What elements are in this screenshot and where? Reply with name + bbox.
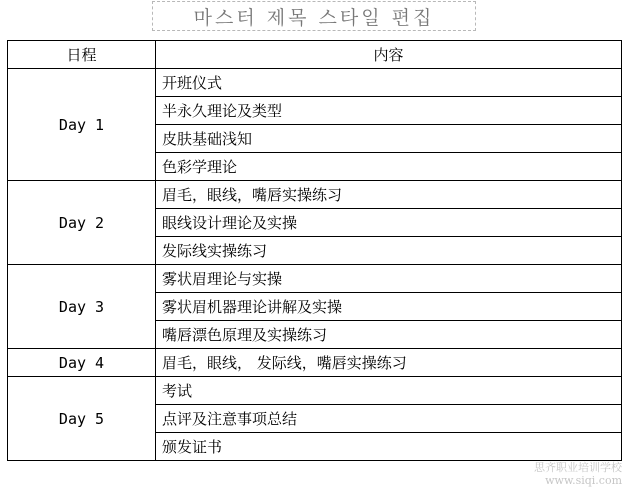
watermark-name: 思齐职业培训学校 — [534, 461, 622, 474]
header-content: 内容 — [156, 41, 622, 69]
day-cell: Day 1 — [8, 69, 156, 181]
content-cell: 发际线实操练习 — [156, 237, 622, 265]
content-cell: 皮肤基础浅知 — [156, 125, 622, 153]
table-row — [8, 265, 622, 293]
table-row — [8, 349, 622, 377]
day-cell: Day 2 — [8, 181, 156, 265]
content-cell: 嘴唇漂色原理及实操练习 — [156, 321, 622, 349]
table-row — [8, 181, 622, 209]
table-row — [8, 377, 622, 405]
content-cell: 雾状眉机器理论讲解及实操 — [156, 293, 622, 321]
content-cell: 颁发证书 — [156, 433, 622, 461]
table-row — [8, 69, 622, 97]
content-cell: 雾状眉理论与实操 — [156, 265, 622, 293]
content-cell: 眉毛，眼线， 发际线，嘴唇实操练习 — [156, 349, 622, 377]
content-cell: 开班仪式 — [156, 69, 622, 97]
schedule-table — [7, 40, 622, 461]
content-cell: 眼线设计理论及实操 — [156, 209, 622, 237]
watermark-url: www.siqi.com — [545, 474, 622, 487]
day-cell: Day 4 — [8, 349, 156, 377]
header-row — [8, 41, 622, 69]
watermark — [534, 461, 622, 487]
content-cell: 点评及注意事项总结 — [156, 405, 622, 433]
header-schedule: 日程 — [8, 41, 156, 69]
slide-title-placeholder[interactable] — [152, 1, 476, 31]
day-cell: Day 3 — [8, 265, 156, 349]
day-cell: Day 5 — [8, 377, 156, 461]
content-cell: 半永久理论及类型 — [156, 97, 622, 125]
content-cell: 色彩学理论 — [156, 153, 622, 181]
content-cell: 眉毛，眼线，嘴唇实操练习 — [156, 181, 622, 209]
slide-title: 마스터 제목 스타일 편집 — [193, 6, 435, 29]
content-cell: 考试 — [156, 377, 622, 405]
